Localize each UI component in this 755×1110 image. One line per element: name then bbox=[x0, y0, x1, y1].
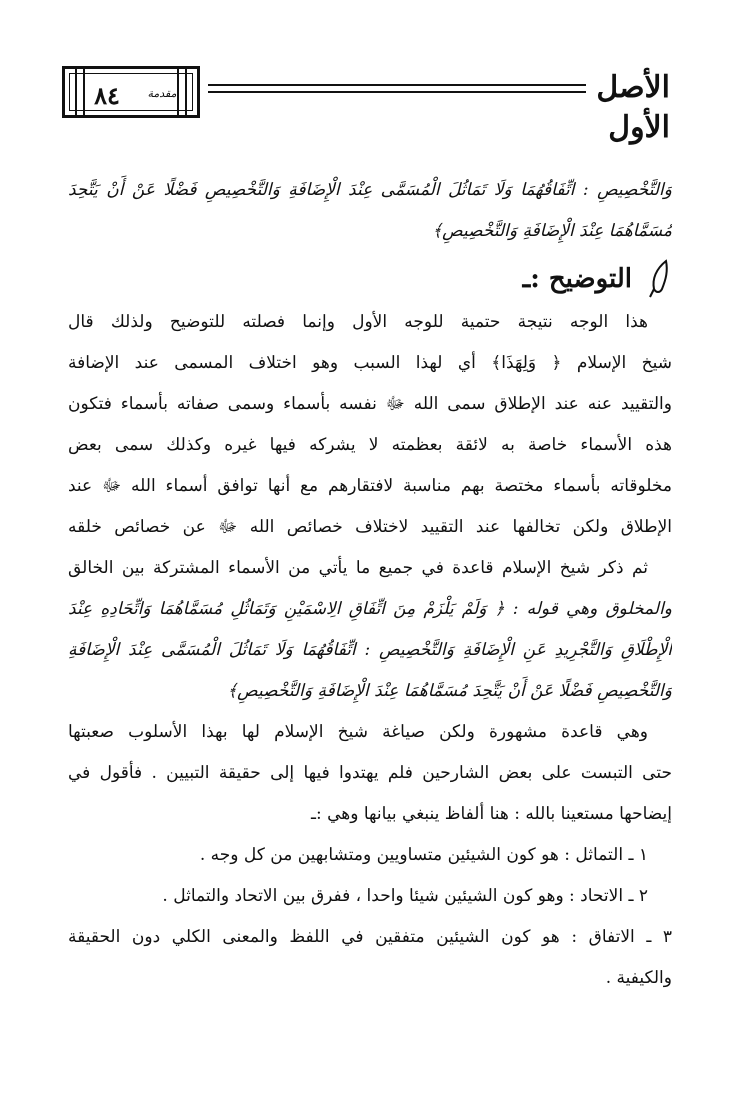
header-rule-top bbox=[208, 84, 586, 86]
quote-line: مُسَمَّاهُمَا عِنْدَ الْإِضَافَةِ وَالتَّخْصِيصِ﴾ bbox=[432, 221, 672, 241]
list-item-continuation: والكيفية . bbox=[605, 968, 672, 988]
header-rule-bottom bbox=[208, 91, 586, 93]
list-item: ٣ ـ الاتفاق : هو كون الشيئين متفقين في اللفظ والمعنى الكلي دون الحقيقة bbox=[68, 927, 672, 947]
body-line: الْإِطْلَاقِ وَالتَّجْرِيدِ عَنِ الْإِضَافَةِ وَالتَّخْصِيصِ : اتِّفَاقُهُمَا وَلَا تَمَاثُلَ الْمُسَمَّى عِنْدَ الْإِضَافَةِ bbox=[68, 640, 672, 660]
page-number-frame bbox=[62, 66, 200, 118]
body-line: وَالتَّخْصِيصِ فَضْلًا عَنْ أَنْ يَتَّحِدَ مُسَمَّاهُمَا عِنْدَ الْإِضَافَةِ وَالتَّخْصِيصِ﴾ bbox=[227, 681, 672, 701]
body-line: والتقييد عنه عند الإطلاق سمى الله ﷻ نفسه بأسماء وسمى صفاته بأسماء فتكون bbox=[68, 394, 672, 414]
page-number: ٨٤ bbox=[94, 81, 120, 110]
body-line: شيخ الإسلام ﴿ وَلِهَذَا﴾ أي لهذا السبب وهو اختلاف المسمى عند الإضافة bbox=[68, 353, 672, 373]
body-line: مخلوقاته بأسماء مختصة بهم مناسبة لافتقارهم مع أنها توافق أسماء الله ﷻ عند bbox=[68, 476, 672, 496]
body-line: هذا الوجه نتيجة حتمية للوجه الأول وإنما فصلته للتوضيح ولذلك قال bbox=[68, 312, 648, 332]
page-header bbox=[58, 62, 670, 145]
body-line: إيضاحها مستعينا بالله : هنا ألفاظ ينبغي بيانها وهي :ـ bbox=[310, 804, 672, 824]
frame-ornament-left bbox=[75, 69, 85, 115]
quill-icon bbox=[646, 259, 672, 299]
section-mark: مقدمة bbox=[147, 87, 177, 100]
body-line: هذه الأسماء خاصة به لائقة بعظمته لا يشركه فيها غيره وكذلك سمى بعض bbox=[68, 435, 672, 455]
page-body bbox=[68, 170, 672, 999]
body-line: وهي قاعدة مشهورة ولكن صياغة شيخ الإسلام لها بهذا الأسلوب صعبتها bbox=[68, 722, 648, 742]
body-line: ثم ذكر شيخ الإسلام قاعدة في جميع ما يأتي من الأسماء المشتركة بين الخالق bbox=[68, 558, 648, 578]
chapter-title: الأصل الأول bbox=[596, 70, 670, 145]
subheading-title: التوضيح :ـ bbox=[522, 264, 632, 294]
body-line: والمخلوق وهي قوله : ﴿ وَلَمْ يَلْزَمْ مِنَ اتِّفَاقِ الِاسْمَيْنِ وَتَمَاثُلِ مُسَمَّاهُمَا وَاتِّحَادِهِ عِنْدَ bbox=[68, 599, 672, 619]
subheading bbox=[68, 256, 672, 302]
body-line: الإطلاق ولكن تخالفها عند التقييد لاختلاف خصائص الله ﷻ عن خصائص خلقه bbox=[68, 517, 672, 537]
body-line: حتى التبست على بعض الشارحين فلم يهتدوا فيها إلى حقيقة التبيين . فأقول في bbox=[68, 763, 672, 783]
quote-line: وَالتَّخْصِيصِ : اتِّفَاقُهُمَا وَلَا تَمَاثُلَ الْمُسَمَّى عِنْدَ الْإِضَافَةِ وَالتَّخْصِيصِ فَضْلًا عَنْ أَنْ يَتَّحِدَ bbox=[68, 180, 672, 200]
list-item: ١ ـ التماثل : هو كون الشيئين متساويين ومتشابهين من كل وجه . bbox=[199, 845, 648, 865]
list-item: ٢ ـ الاتحاد : وهو كون الشيئين شيئا واحدا ، ففرق بين الاتحاد والتماثل . bbox=[162, 886, 648, 906]
